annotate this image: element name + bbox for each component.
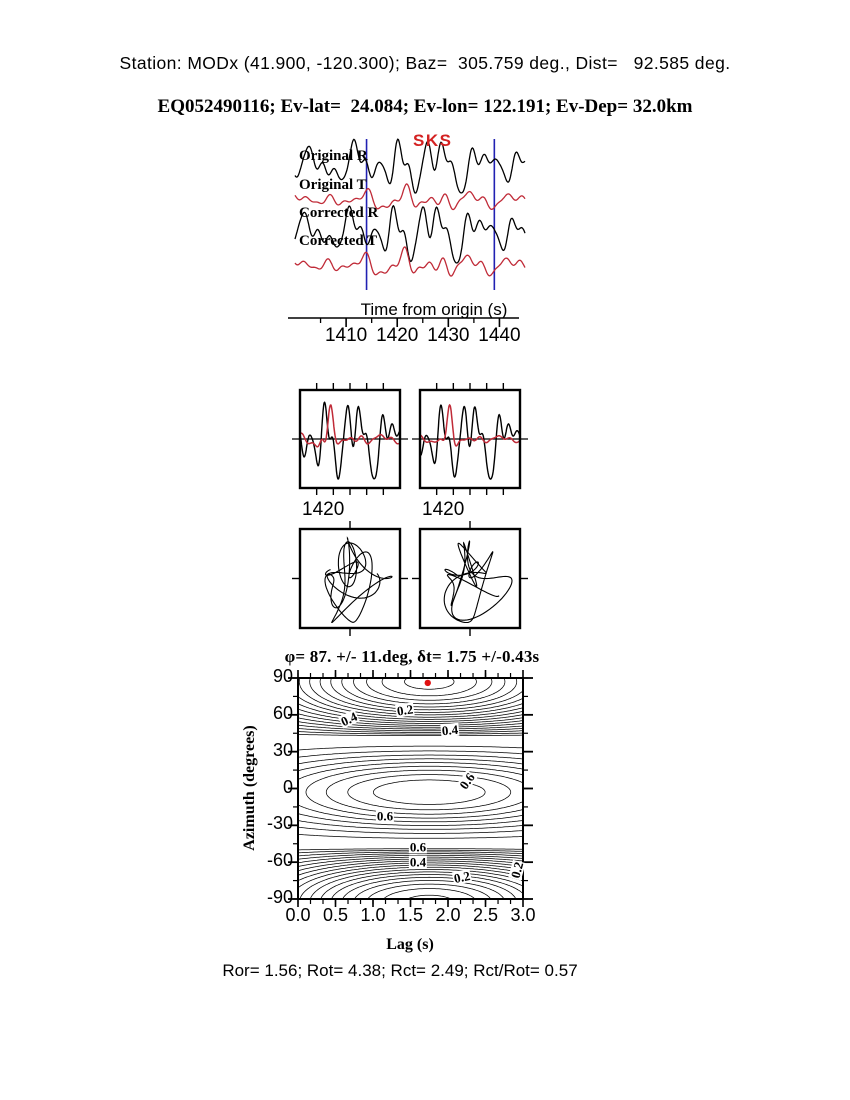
wave-panel-tick-right: 1420 <box>422 499 465 520</box>
time-tick-label: 1440 <box>478 325 521 346</box>
time-axis-title: Time from origin (s) <box>360 300 508 319</box>
contour-xtick-label: 2.5 <box>472 905 499 925</box>
contour-xtick-label: 1.0 <box>360 905 386 925</box>
contour-ytick-label: 60 <box>272 702 293 723</box>
contour-ytick-label: -60 <box>266 850 293 871</box>
contour-label: 0.6 <box>455 770 478 793</box>
contour-ytick-label: 30 <box>272 739 293 760</box>
phase-label-sks: SKS <box>413 131 453 150</box>
trace-label-original-r: Original R <box>299 148 368 164</box>
results-line: Ror= 1.56; Rot= 4.38; Rct= 2.49; Rct/Rot= 0.57 <box>222 961 578 980</box>
contour-ytick-label: -30 <box>266 813 293 834</box>
contour-xtick-label: 0.5 <box>322 905 349 925</box>
contour-title: φ= 87. +/- 11.deg, δt= 1.75 +/-0.43s <box>284 647 540 666</box>
contour-xtick-label: 0.0 <box>285 905 311 925</box>
trace-label-original-t: Original T <box>299 177 367 193</box>
contour-label: 0.2 <box>507 859 527 880</box>
event-title: EQ052490116; Ev-lat= 24.084; Ev-lon= 122.191; Ev-Dep= 32.0km <box>157 96 693 117</box>
trace-label-corrected-r: Corrected R <box>299 205 379 221</box>
contour-label: 0.6 <box>409 839 427 855</box>
contour-ytick-label: 0 <box>282 776 293 797</box>
contour-ytick-label: -90 <box>266 887 293 907</box>
contour-label: 0.2 <box>451 867 472 886</box>
contour-label: 0.4 <box>409 854 427 870</box>
contour-label: 0.6 <box>376 808 394 823</box>
time-tick-label: 1410 <box>324 325 368 346</box>
time-tick-label: 1430 <box>427 325 470 346</box>
y-axis-title: Azimuth (degrees) <box>241 725 258 851</box>
time-tick-label: 1420 <box>376 325 419 346</box>
trace-label-corrected-t: Corrected T <box>299 233 378 249</box>
contour-xtick-label: 1.5 <box>397 905 424 925</box>
waveform-compare-plots <box>285 372 537 498</box>
contour-ytick-label: 90 <box>272 666 293 686</box>
station-title: Station: MODx (41.900, -120.300); Baz= 305.759 deg., Dist= 92.585 deg. <box>119 53 731 73</box>
contour-xtick-label: 2.0 <box>435 905 461 925</box>
best-fit-dot <box>425 680 431 686</box>
x-axis-title: Lag (s) <box>386 936 434 953</box>
contour-label: 0.4 <box>338 708 360 729</box>
particle-motion-plots <box>285 518 537 642</box>
contour-label: 0.2 <box>395 701 414 719</box>
wave-panel-tick-left: 1420 <box>302 499 345 520</box>
contour-map-plot <box>285 663 547 919</box>
contour-label: 0.4 <box>440 721 459 738</box>
contour-xtick-label: 3.0 <box>510 905 536 925</box>
